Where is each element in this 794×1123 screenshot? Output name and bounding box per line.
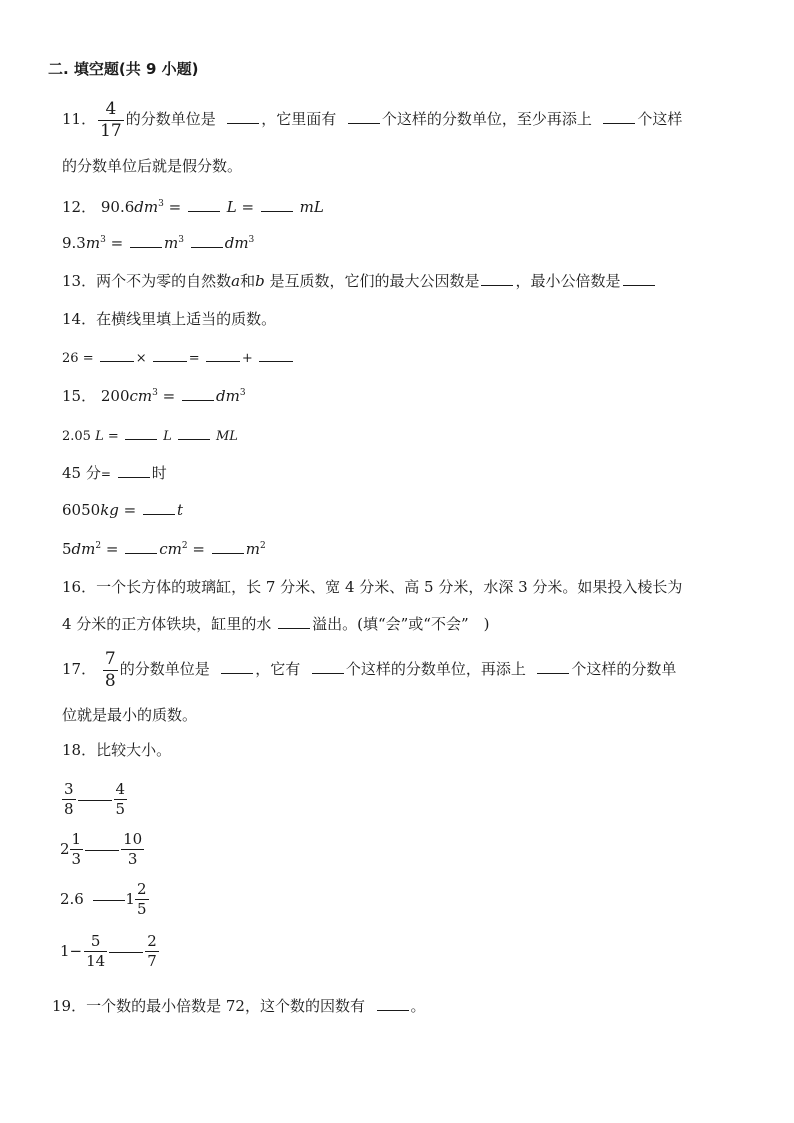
- answer-blank[interactable]: [125, 424, 157, 440]
- section-title: 二. 填空题(共 9 小题): [48, 60, 199, 78]
- equals: =: [123, 501, 137, 519]
- numerator: 2: [136, 879, 147, 898]
- value: 5: [62, 540, 72, 558]
- whole-number: 2: [60, 840, 70, 858]
- question-11-line2: 的分数单位后就是假分数。: [62, 157, 243, 175]
- variable: a: [231, 272, 241, 290]
- equals: =: [110, 234, 124, 252]
- answer-blank[interactable]: [623, 270, 655, 286]
- answer-blank[interactable]: [188, 196, 220, 212]
- minus-sign: −: [69, 942, 83, 960]
- answer-blank[interactable]: [312, 658, 344, 674]
- exponent: 3: [248, 235, 255, 245]
- exponent: 3: [152, 388, 158, 398]
- answer-blank[interactable]: [109, 950, 143, 953]
- denominator: 5: [115, 799, 126, 818]
- value: 26: [62, 351, 79, 366]
- numerator: 3: [64, 779, 74, 798]
- answer-blank[interactable]: [85, 848, 119, 851]
- exponent: 3: [100, 235, 106, 245]
- question-text: 在横线里填上适当的质数。: [96, 310, 277, 328]
- exponent: 2: [95, 541, 102, 551]
- question-number: 13．: [62, 272, 97, 290]
- question-text: 的分数单位是: [119, 660, 210, 678]
- question-text: 和: [240, 272, 256, 290]
- compare-row-3: [60, 876, 151, 921]
- answer-blank[interactable]: [78, 798, 112, 801]
- question-15-e: [62, 538, 266, 560]
- compare-row-4: [60, 928, 161, 973]
- numerator: 7: [104, 648, 116, 669]
- question-16-line2: [62, 613, 490, 635]
- question-number: 16．: [62, 578, 97, 596]
- exponent: 3: [178, 235, 184, 245]
- answer-blank[interactable]: [278, 613, 310, 629]
- question-text: ，它有: [255, 660, 301, 678]
- unit: dm: [134, 198, 159, 216]
- question-number: 14．: [62, 310, 97, 328]
- answer-blank[interactable]: [227, 108, 259, 124]
- value: 200: [100, 387, 130, 405]
- question-11: [62, 99, 682, 140]
- fraction: [135, 879, 149, 918]
- question-text: 个这样的分数单: [571, 660, 677, 678]
- answer-blank[interactable]: [348, 108, 380, 124]
- numerator: 10: [123, 829, 143, 848]
- answer-blank[interactable]: [125, 538, 157, 554]
- answer-blank[interactable]: [153, 346, 187, 362]
- answer-blank[interactable]: [481, 270, 513, 286]
- fraction: [84, 931, 107, 970]
- question-number: 17．: [62, 660, 97, 678]
- unit: cm: [159, 540, 182, 558]
- denominator: 3: [71, 849, 82, 868]
- equals: =: [192, 540, 205, 558]
- question-number: 15．: [62, 387, 97, 405]
- unit: cm: [129, 387, 153, 405]
- question-13: [62, 270, 657, 292]
- numerator: 5: [84, 934, 107, 952]
- equals: =: [188, 351, 200, 366]
- unit: L: [163, 429, 172, 444]
- unit: ML: [215, 429, 238, 444]
- answer-blank[interactable]: [377, 995, 409, 1011]
- question-15-c: [62, 462, 167, 485]
- denominator: 7: [147, 951, 157, 970]
- question-18: [62, 739, 171, 761]
- question-number: 19．: [52, 997, 87, 1015]
- question-number: 18．: [62, 741, 97, 759]
- times-sign: ×: [135, 351, 147, 366]
- answer-blank[interactable]: [100, 346, 134, 362]
- unit: L: [226, 198, 237, 216]
- question-text: 一个数的最小倍数是 72，这个数的因数有: [86, 997, 365, 1015]
- fraction: [121, 829, 144, 868]
- equals: =: [105, 540, 119, 558]
- answer-blank[interactable]: [212, 538, 244, 554]
- answer-blank[interactable]: [182, 385, 214, 401]
- question-19: [52, 995, 426, 1017]
- question-15: [62, 385, 246, 407]
- question-16: [62, 576, 682, 598]
- question-14: [62, 308, 276, 330]
- equals: =: [162, 387, 176, 405]
- answer-blank[interactable]: [93, 898, 125, 901]
- equals: =: [107, 429, 119, 444]
- fraction: [145, 931, 159, 970]
- answer-blank[interactable]: [118, 462, 150, 478]
- variable: b: [255, 272, 265, 290]
- numerator: 4: [115, 779, 126, 798]
- fraction: [98, 98, 124, 141]
- question-12-line2: [62, 232, 254, 254]
- equals: =: [82, 351, 94, 366]
- unit: kg: [100, 501, 119, 519]
- compare-row-2: [60, 826, 146, 871]
- question-15-d: [62, 499, 183, 521]
- compare-row-1: [60, 776, 129, 820]
- answer-blank[interactable]: [143, 499, 175, 515]
- denominator: 14: [86, 951, 106, 970]
- question-text: 。: [410, 997, 426, 1015]
- denominator: 8: [64, 799, 74, 818]
- plus-sign: +: [241, 351, 253, 366]
- question-text: 个这样的分数单位，再添上: [345, 660, 526, 678]
- question-text: 个这样: [637, 110, 683, 128]
- value: 2.05: [62, 429, 91, 444]
- numerator: 1: [71, 829, 82, 848]
- denominator: 3: [127, 849, 138, 868]
- question-14-equation: [62, 346, 295, 370]
- question-15-b: [62, 424, 238, 448]
- denominator: 17: [100, 120, 122, 141]
- denominator: 8: [104, 670, 116, 691]
- value: 1: [60, 942, 70, 960]
- unit: m: [245, 540, 260, 558]
- answer-blank[interactable]: [603, 108, 635, 124]
- question-17-line2: 位就是最小的质数。: [62, 706, 198, 724]
- question-number: 12．: [62, 198, 97, 216]
- answer-blank[interactable]: [259, 346, 293, 362]
- exponent: 2: [181, 541, 188, 551]
- equals: =: [100, 467, 111, 481]
- fraction: [62, 779, 76, 818]
- unit: L: [95, 429, 104, 444]
- fraction: [114, 779, 128, 818]
- answer-blank[interactable]: [178, 424, 210, 440]
- question-12: [62, 196, 324, 218]
- value: 45: [62, 464, 82, 482]
- question-text: ，最小公倍数是: [515, 272, 621, 290]
- question-text: 两个不为零的自然数: [96, 272, 232, 290]
- fraction: [70, 829, 84, 868]
- value: 9.3: [62, 234, 86, 252]
- unit: m: [163, 234, 179, 252]
- unit: t: [177, 501, 184, 519]
- value: 6050: [62, 501, 101, 519]
- numerator: 2: [147, 931, 157, 950]
- question-text: 4 分米的正方体铁块，缸里的水: [62, 615, 272, 633]
- exponent: 2: [259, 541, 266, 551]
- question-text: 比较大小。: [96, 741, 172, 759]
- question-text: ，它里面有: [261, 110, 337, 128]
- value: 2.6: [60, 890, 84, 908]
- whole-number: 1: [125, 890, 135, 908]
- question-text: 是互质数，它们的最大公因数是: [269, 272, 480, 290]
- question-number: 11．: [62, 110, 97, 128]
- fraction: [103, 648, 118, 691]
- unit: m: [85, 234, 101, 252]
- equals: =: [168, 198, 182, 216]
- answer-blank[interactable]: [221, 658, 253, 674]
- unit: 分: [85, 464, 101, 482]
- unit: dm: [71, 540, 96, 558]
- answer-blank[interactable]: [261, 196, 293, 212]
- unit: dm: [224, 234, 249, 252]
- value: 90.6: [100, 198, 135, 216]
- question-17: [62, 649, 676, 690]
- exponent: 3: [239, 388, 246, 398]
- numerator: 4: [98, 101, 124, 121]
- equals: =: [241, 198, 255, 216]
- unit: dm: [216, 387, 240, 405]
- unit: mL: [299, 198, 324, 216]
- question-text: 的分数单位是: [125, 110, 216, 128]
- question-text: 一个长方体的玻璃缸，长 7 分米、宽 4 分米、高 5 分米，水深 3 分米。如果投入棱长为: [96, 578, 683, 596]
- unit: 时: [151, 464, 167, 482]
- answer-blank[interactable]: [537, 658, 569, 674]
- question-text: 溢出。(填“会”或“不会” ): [312, 615, 490, 633]
- answer-blank[interactable]: [191, 232, 223, 248]
- denominator: 5: [136, 899, 147, 918]
- question-text: 个这样的分数单位，至少再添上: [381, 110, 592, 128]
- exponent: 3: [158, 199, 164, 209]
- answer-blank[interactable]: [206, 346, 240, 362]
- answer-blank[interactable]: [130, 232, 162, 248]
